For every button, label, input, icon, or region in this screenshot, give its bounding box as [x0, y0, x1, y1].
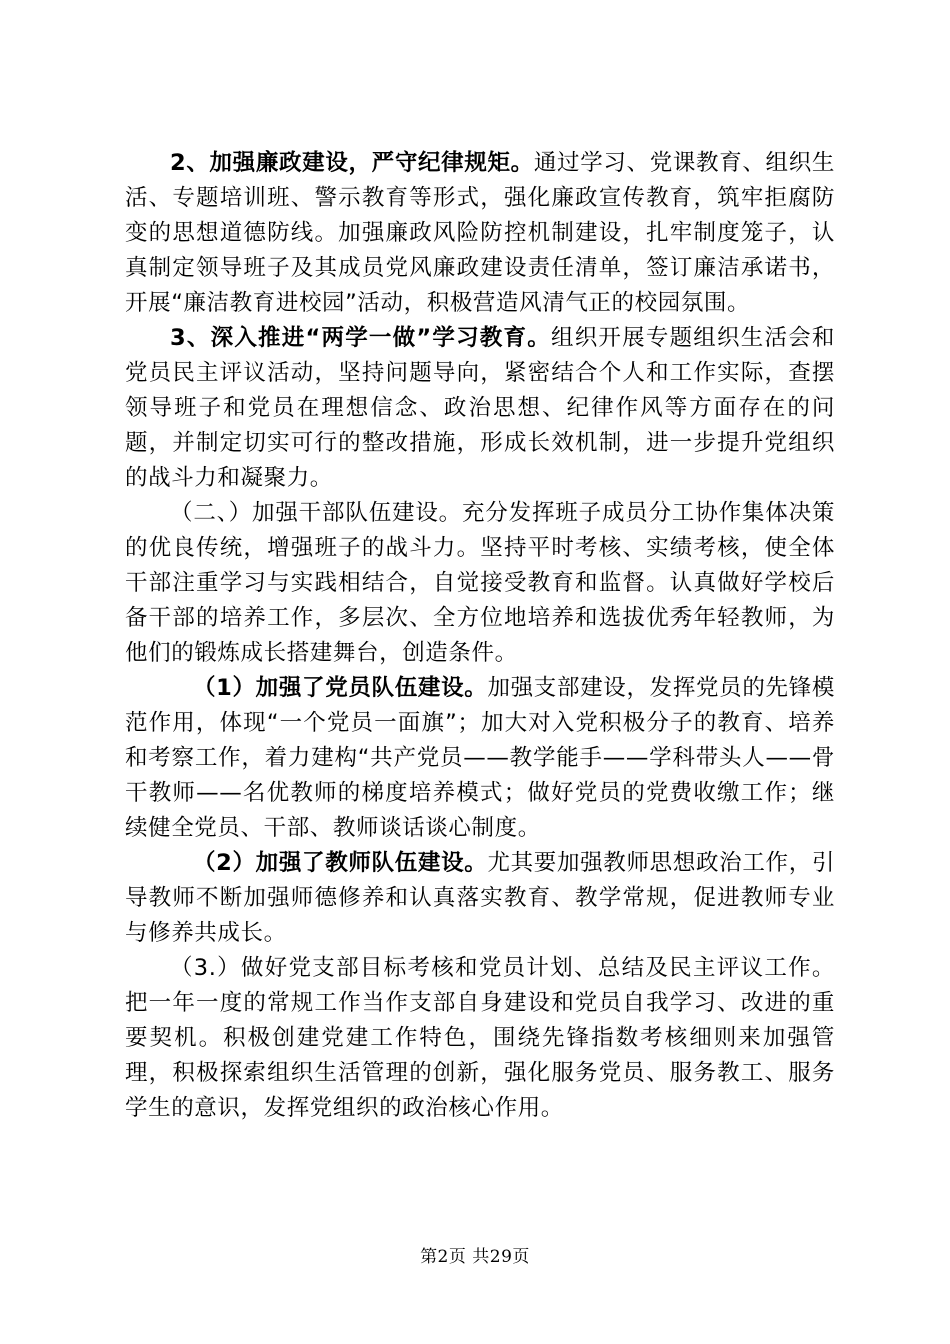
paragraph-text: 加强支部建设，发挥党员的先锋模范作用，体现“一个党员一面旗”；加大对入党积极分子的教育、培养和考察工作，着力建构“共产党员——教学能手——学科带头人——骨干教师——名优教师的梯度培养模式；做好党员的党费收缴工作；继续健全党员、干部、教师谈话谈心制度。 — [125, 675, 835, 841]
paragraph-lead: 3、深入推进“两学一做”学习教育。 — [170, 325, 551, 351]
paragraph-branch-assessment — [125, 951, 835, 1126]
paragraph-text: 组织开展专题组织生活会和党员民主评议活动，坚持问题导向，紧密结合个人和工作实际，查摆领导班子和党员在理想信念、政治思想、纪律作风等方面存在的问题，并制定切实可行的整改措施，形成长效机制，进一步提升党组织的战斗力和凝聚力。 — [125, 325, 836, 491]
paragraph-lead: （1）加强了党员队伍建设。 — [193, 675, 488, 701]
page-footer — [0, 1246, 950, 1268]
paragraph-text: 通过学习、党课教育、组织生活、专题培训班、警示教育等形式，强化廉政宣传教育，筑牢拒腐防变的思想道德防线。加强廉政风险防控机制建设，扎牢制度笼子，认真制定领导班子及其成员党风廉政建设责任清单，签订廉洁承诺书，开展“廉洁教育进校园”活动，积极营造风清气正的校园氛围。 — [125, 150, 835, 316]
paragraph-text: （二、）加强干部队伍建设。充分发挥班子成员分工协作集体决策的优良传统，增强班子的战斗力。坚持平时考核、实绩考核，使全体干部注重学习与实践相结合，自觉接受教育和监督。认真做好学校后备干部的培养工作，多层次、全方位地培养和选拔优秀年轻教师，为他们的锻炼成长搭建舞台，创造条件。 — [125, 500, 835, 666]
document-body — [125, 146, 835, 1126]
paragraph-lead: 2、加强廉政建设，严守纪律规矩。 — [170, 150, 534, 176]
paragraph-teacher-team — [125, 846, 835, 951]
paragraph-text: （3.）做好党支部目标考核和党员计划、总结及民主评议工作。把一年一度的常规工作当作支部自身建设和党员自我学习、改进的重要契机。积极创建党建工作特色，围绕先锋指数考核细则来加强管理，积极探索组织生活管理的创新，强化服务党员、服务教工、服务学生的意识，发挥党组织的政治核心作用。 — [125, 955, 835, 1121]
paragraph-two-studies-one-action — [125, 321, 835, 496]
page-number: 第2页 共29页 — [420, 1247, 530, 1267]
paragraph-lead: （2）加强了教师队伍建设。 — [193, 850, 488, 876]
paragraph-cadre-team — [125, 496, 835, 671]
paragraph-clean-governance — [125, 146, 835, 321]
paragraph-party-member-team — [125, 671, 835, 846]
paragraph-text: 尤其要加强教师思想政治工作，引导教师不断加强师德修养和认真落实教育、教学常规，促进教师专业与修养共成长。 — [125, 850, 835, 946]
